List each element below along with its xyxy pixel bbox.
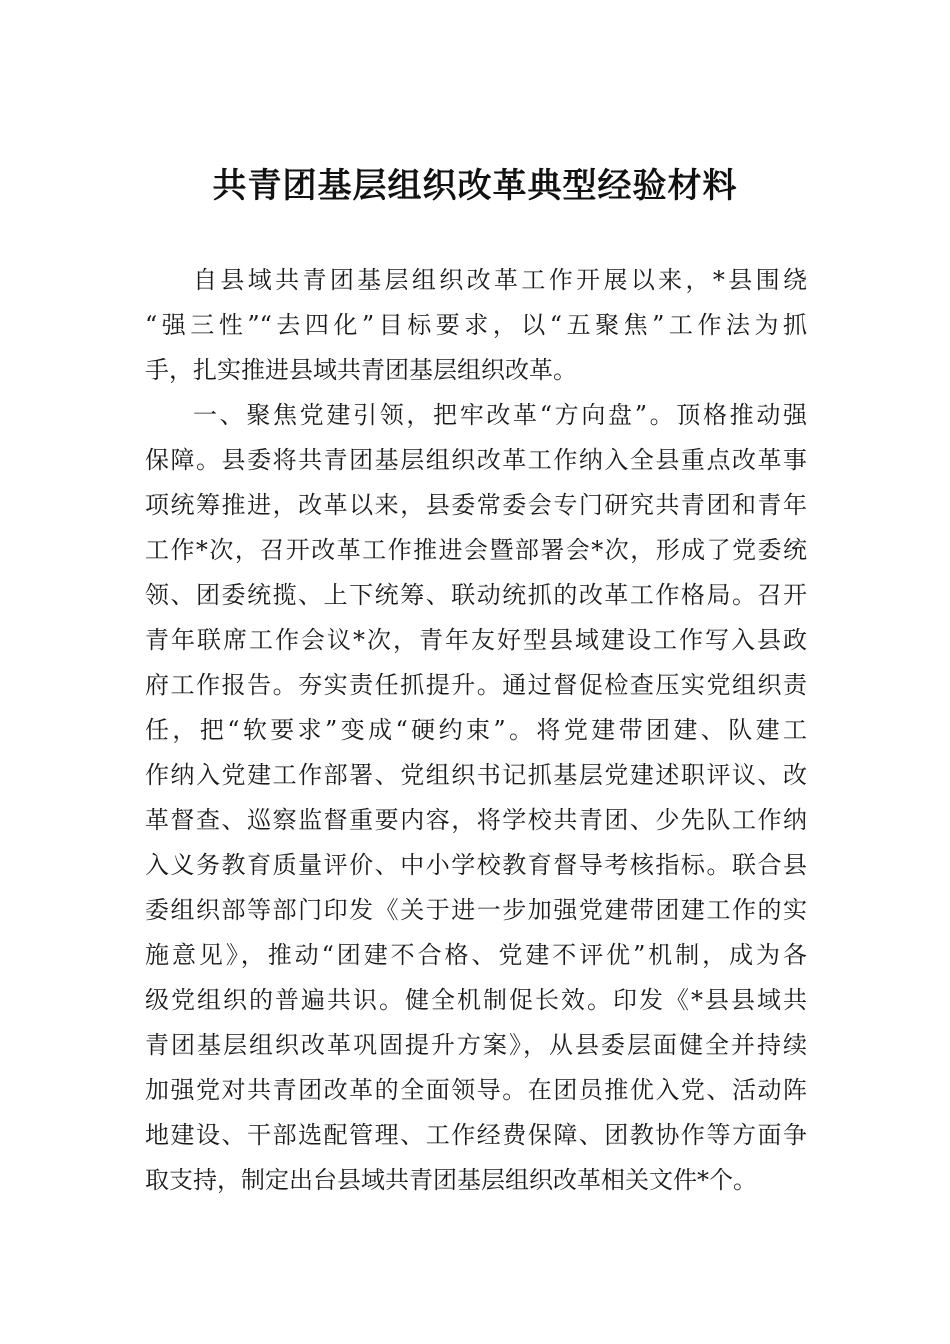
paragraph-line: 委组织部等部门印发《关于进一步加强党建带团建工作的实 [145, 896, 807, 924]
paragraph-line: 作纳入党建工作部署、党组织书记抓基层党建述职评议、改 [145, 761, 807, 789]
paragraph-line: 手，扎实推进县域共青团基层组织改革。 [145, 356, 577, 384]
paragraph-line: 青团基层组织改革巩固提升方案》，从县委层面健全并持续 [145, 1031, 807, 1059]
paragraph-line: 地建设、干部选配管理、工作经费保障、团教协作等方面争 [145, 1121, 807, 1149]
paragraph-line: 取支持，制定出台县域共青团基层组织改革相关文件*个。 [145, 1166, 757, 1194]
paragraph-line: 项统筹推进，改革以来，县委常委会专门研究共青团和青年 [145, 491, 807, 519]
paragraph-line: 府工作报告。夯实责任抓提升。通过督促检查压实党组织责 [145, 671, 807, 699]
document-title: 共青团基层组织改革典型经验材料 [212, 166, 738, 206]
paragraph-line: 级党组织的普遍共识。健全机制促长效。印发《*县县域共 [145, 986, 807, 1014]
paragraph-line: 保障。县委将共青团基层组织改革工作纳入全县重点改革事 [145, 446, 807, 474]
paragraph-line: “强三性”“去四化”目标要求，以“五聚焦”工作法为抓 [145, 311, 807, 339]
paragraph-line: 施意见》，推动“团建不合格、党建不评优”机制，成为各 [145, 941, 807, 969]
paragraph-line: 一、聚焦党建引领，把牢改革“方向盘”。顶格推动强 [193, 401, 807, 429]
paragraph-line: 领、团委统揽、上下统筹、联动统抓的改革工作格局。召开 [145, 581, 807, 609]
paragraph-line: 工作*次，召开改革工作推进会暨部署会*次，形成了党委统 [145, 536, 807, 564]
paragraph-line: 入义务教育质量评价、中小学校教育督导考核指标。联合县 [145, 851, 807, 879]
paragraph-line: 青年联席工作会议*次，青年友好型县域建设工作写入县政 [145, 626, 807, 654]
paragraph-line: 革督查、巡察监督重要内容，将学校共青团、少先队工作纳 [145, 806, 807, 834]
paragraph-line: 任，把“软要求”变成“硬约束”。将党建带团建、队建工 [145, 716, 807, 744]
paragraph-line: 加强党对共青团改革的全面领导。在团员推优入党、活动阵 [145, 1076, 807, 1104]
paragraph-line: 自县域共青团基层组织改革工作开展以来，*县围绕 [193, 266, 807, 294]
